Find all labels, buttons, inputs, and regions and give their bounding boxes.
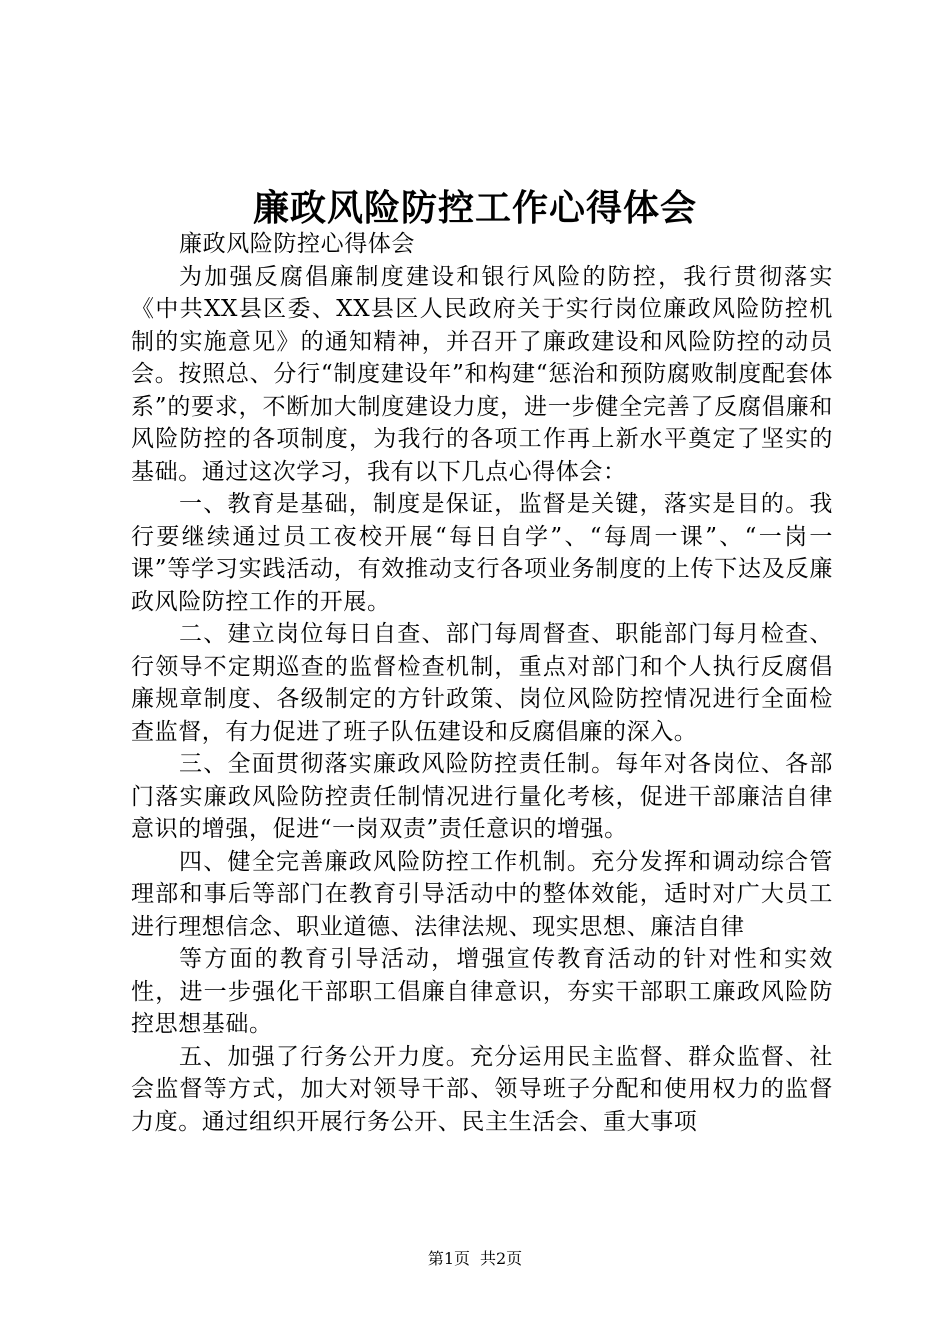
document-body: [131, 228, 833, 1138]
document-title: 廉政风险防控工作心得体会: [252, 187, 697, 229]
paragraph-point-1: 一、教育是基础，制度是保证，监督是关键，落实是目的。我行要继续通过员工夜校开展“每日自学”、“每周一课”、“一岗一课”等学习实践活动，有效推动支行各项业务制度的上传下达及反廉政风险防控工作的开展。: [131, 491, 833, 615]
paragraph-point-4: 四、健全完善廉政风险防控工作机制。充分发挥和调动综合管理部和事后等部门在教育引导活动中的整体效能，适时对广大员工进行理想信念、职业道德、法律法规、现实思想、廉洁自律: [131, 848, 833, 940]
page-number: 第1页: [427, 1249, 470, 1268]
page-footer: [0, 1248, 950, 1270]
paragraph-point-3: 三、全面贯彻落实廉政风险防控责任制。每年对各岗位、各部门落实廉政风险防控责任制情况进行量化考核，促进干部廉洁自律意识的增强，促进“一岗双责”责任意识的增强。: [131, 751, 833, 842]
paragraph-intro: 为加强反腐倡廉制度建设和银行风险的防控，我行贯彻落实《中共XX县区委、XX县区人民政府关于实行岗位廉政风险防控机制的实施意见》的通知精神，并召开了廉政建设和风险防控的动员会。按照总、分行“制度建设年”和构建“惩治和预防腐败制度配套体系”的要求，不断加大制度建设力度，进一步健全完善了反腐倡廉和风险防控的各项制度，为我行的各项工作再上新水平奠定了坚实的基础。通过这次学习，我有以下几点心得体会：: [131, 263, 833, 485]
paragraph-point-4-continued: 等方面的教育引导活动，增强宣传教育活动的针对性和实效性，进一步强化干部职工倡廉自律意识，夯实干部职工廉政风险防控思想基础。: [131, 946, 833, 1037]
paragraph-subtitle: 廉政风险防控心得体会: [179, 231, 415, 257]
paragraph-point-2: 二、建立岗位每日自查、部门每周督查、职能部门每月检查、行领导不定期巡查的监督检查机制，重点对部门和个人执行反腐倡廉规章制度、各级制定的方针政策、岗位风险防控情况进行全面检查监督，有力促进了班子队伍建设和反腐倡廉的深入。: [131, 621, 833, 745]
page-total: 共2页: [480, 1249, 523, 1268]
paragraph-point-5: 五、加强了行务公开力度。充分运用民主监督、群众监督、社会监督等方式，加大对领导干部、领导班子分配和使用权力的监督力度。通过组织开展行务公开、民主生活会、重大事项: [131, 1043, 833, 1135]
